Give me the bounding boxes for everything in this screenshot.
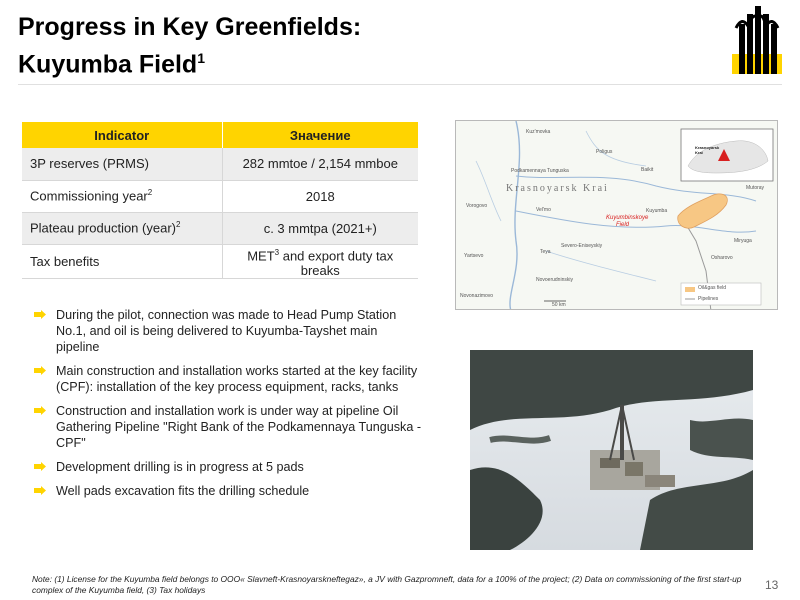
list-item: During the pilot, connection was made to Head Pump Station No.1, and oil is being delivered to Kuyumba-Tayshet main pipeline bbox=[34, 307, 424, 355]
map-town: Novoerudninskiy bbox=[536, 277, 573, 283]
map-town: Miryuga bbox=[734, 238, 752, 244]
table-row bbox=[22, 148, 418, 180]
rosneft-logo-icon bbox=[732, 6, 782, 74]
row-label: Commissioning year$^2$ bbox=[22, 180, 222, 212]
row-label: Tax benefits bbox=[22, 244, 222, 278]
map-town: Mutoray bbox=[746, 185, 765, 191]
header-divider bbox=[18, 84, 782, 85]
list-item: Development drilling is in progress at 5 pads bbox=[34, 459, 424, 475]
table-row bbox=[22, 212, 418, 244]
arrow-right-icon bbox=[34, 406, 46, 415]
list-item: Construction and installation work is under way at pipeline Oil Gathering Pipeline "Right Bank of the Podkamennaya Tunguska - CPF" bbox=[34, 403, 424, 451]
map-town: Teya bbox=[540, 249, 551, 255]
page-number: 13 bbox=[765, 578, 779, 592]
arrow-right-icon bbox=[34, 462, 46, 471]
arrow-right-icon bbox=[34, 366, 46, 375]
row-value: 282 mmtoe / 2,154 mmboe bbox=[222, 148, 418, 180]
map-inset-label: Krasnoyarsk Krai bbox=[695, 145, 720, 155]
column-header-indicator: Indicator bbox=[22, 122, 222, 148]
map-town: Osharovo bbox=[711, 255, 733, 261]
title-line-1: Progress in Key Greenfields: bbox=[18, 13, 362, 41]
region-map bbox=[455, 120, 778, 310]
list-item: Well pads excavation fits the drilling schedule bbox=[34, 483, 424, 499]
row-label: Plateau production (year)$^2$ bbox=[22, 212, 222, 244]
footnote: Note: (1) License for the Kuyumba field belongs to OOO« Slavneft-Krasnoyarskneftegaz», a JV with Gazpromneft, data for a 100% of the project; (2) Data on commissioning of the first start-up complex of the Kuyumba field, (3) Tax holidays bbox=[32, 574, 742, 595]
row-value: 2018 bbox=[222, 180, 418, 212]
map-town: Podkamennaya Tunguska bbox=[511, 168, 569, 174]
column-header-value: Значение bbox=[222, 122, 418, 148]
map-town: Kuyumba bbox=[646, 208, 668, 214]
arrow-right-icon bbox=[34, 486, 46, 495]
map-region-label: Krasnoyarsk Krai bbox=[506, 183, 609, 194]
row-value: MET$^3$ and export duty tax breaks bbox=[222, 244, 418, 278]
bullet-list bbox=[34, 307, 424, 507]
list-item: Main construction and installation works started at the key facility (CPF): installation of the key process equipment, racks, tanks bbox=[34, 363, 424, 395]
map-town: Severo-Eniseyskiy bbox=[561, 243, 603, 249]
title-footnote-mark: 1 bbox=[197, 50, 205, 66]
row-value: c. 3 mmtpa (2021+) bbox=[222, 212, 418, 244]
map-town: Baikit bbox=[641, 167, 654, 173]
table-header-row bbox=[22, 122, 418, 148]
map-field-label: Kuyumbinskoye Field bbox=[606, 215, 649, 228]
title-line-2: Kuyumba Field bbox=[18, 50, 198, 79]
map-legend-pipeline: Pipelines bbox=[698, 296, 719, 302]
page-title bbox=[18, 12, 361, 80]
map-town: Poligus bbox=[596, 149, 613, 155]
row-label: 3P reserves (PRMS) bbox=[22, 148, 222, 180]
indicator-table bbox=[22, 122, 418, 279]
map-town: Yartsevo bbox=[464, 253, 484, 259]
site-photo bbox=[470, 350, 753, 550]
map-legend-field: Oil&gas field bbox=[698, 285, 727, 291]
map-scale: 50 km bbox=[552, 302, 566, 308]
map-town: Vel'mo bbox=[536, 207, 551, 213]
map-town: Kuz'movka bbox=[526, 129, 551, 135]
map-town: Vorogovo bbox=[466, 203, 488, 209]
arrow-right-icon bbox=[34, 310, 46, 319]
table-row bbox=[22, 180, 418, 212]
table-row bbox=[22, 244, 418, 278]
map-town: Novonazimovo bbox=[460, 293, 494, 299]
